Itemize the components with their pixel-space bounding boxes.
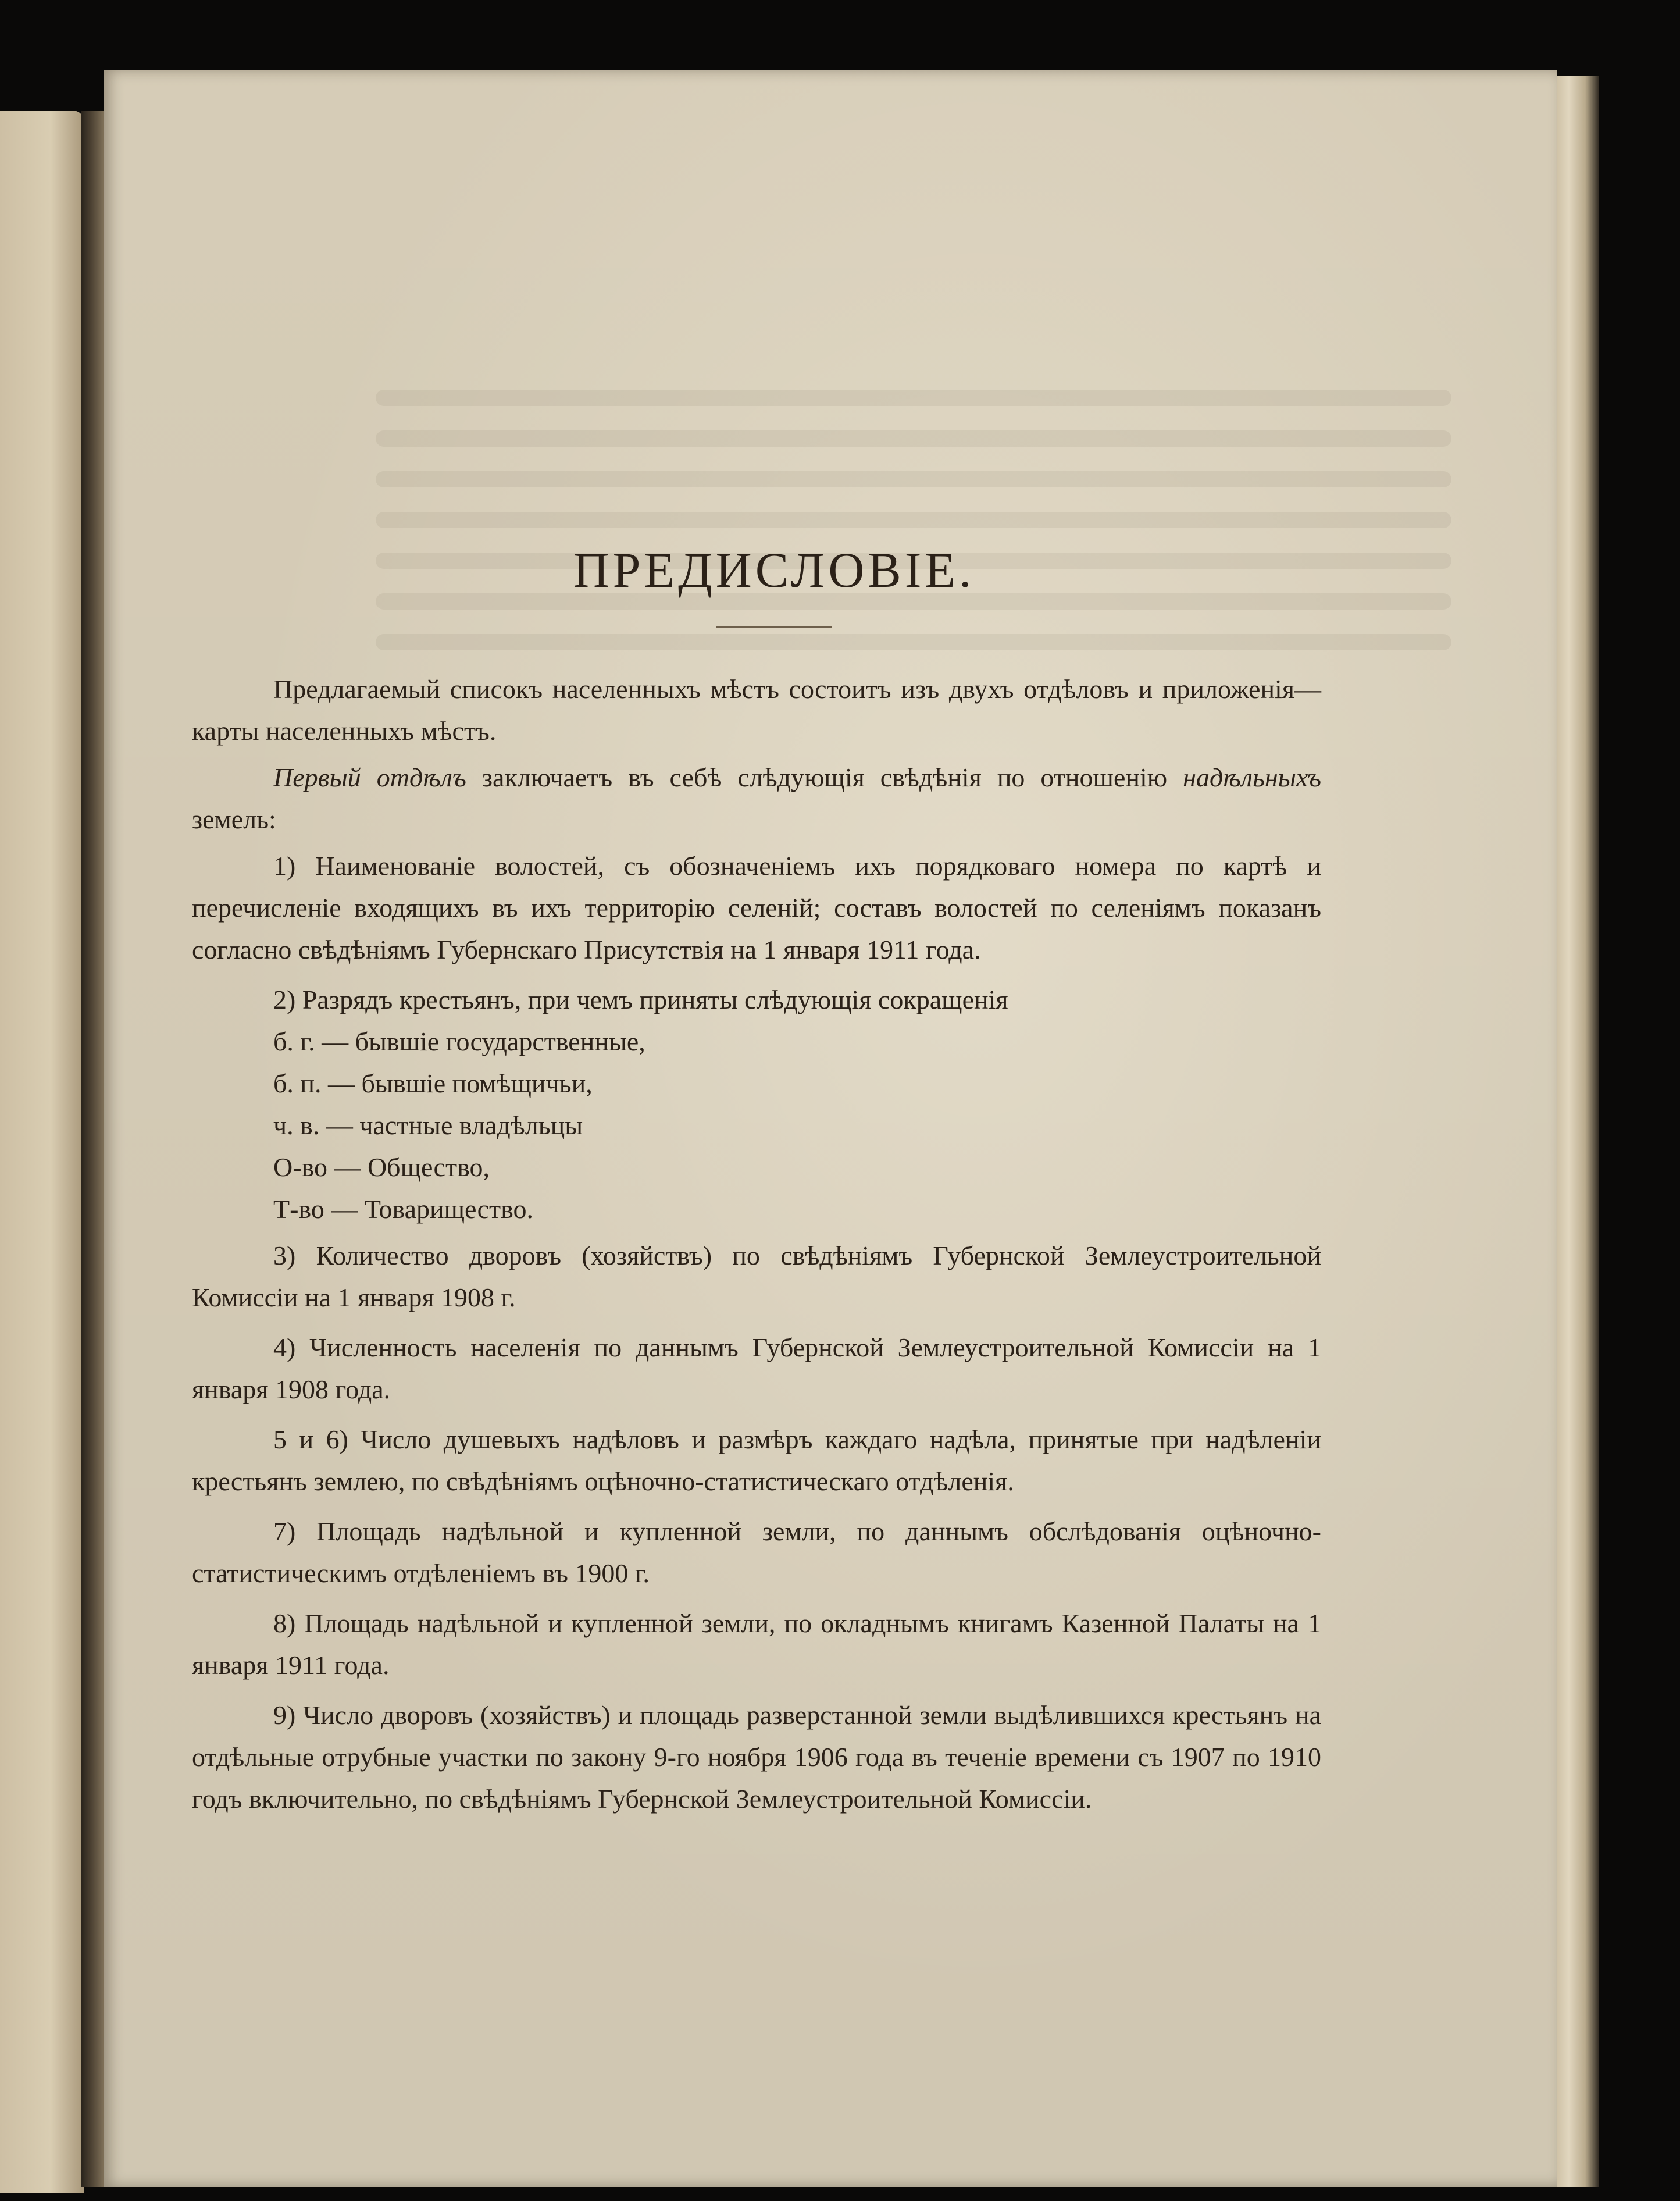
list-item: 5 и 6) Число душевыхъ надѣловъ и размѣръ каждаго надѣла, принятые при надѣленіи крестьянъ землею, по свѣдѣніямъ оцѣночно-статистическаго отдѣленія. bbox=[192, 1424, 1321, 1496]
abbreviation-line: б. п. — бывшіе помѣщичьи, bbox=[273, 1069, 593, 1098]
show-through-line bbox=[376, 390, 1451, 406]
intro-paragraph: Предлагаемый списокъ населенныхъ мѣстъ состоитъ изъ двухъ отдѣловъ и приложенія—карты населенныхъ мѣстъ. bbox=[192, 674, 1321, 746]
list-item: 7) Площадь надѣльной и купленной земли, по даннымъ обслѣдованія оцѣночно-статистическимъ отдѣленіемъ въ 1900 г. bbox=[192, 1516, 1321, 1588]
show-through-line bbox=[376, 430, 1451, 447]
title-divider bbox=[716, 626, 832, 628]
list-item: 1) Наименованіе волостей, съ обозначеніемъ ихъ порядковаго номера по картѣ и перечисленіе входящихъ въ ихъ территорію селеній; составъ волостей по селеніямъ показанъ согласно свѣдѣніямъ Губернскаго Присутствія на 1 января 1911 года. bbox=[192, 851, 1321, 964]
show-through-line bbox=[376, 512, 1451, 528]
page-content bbox=[192, 541, 1321, 1828]
list-item: 4) Численность населенія по даннымъ Губернской Землеустроительной Комиссіи на 1 января 1908 года. bbox=[192, 1333, 1321, 1404]
first-section-label: Первый отдѣлъ bbox=[273, 763, 466, 792]
list-item: 2) Разрядъ крестьянъ, при чемъ приняты слѣдующія сокращенія bbox=[273, 985, 1008, 1014]
page-title: ПРЕДИСЛОВІЕ. bbox=[573, 542, 975, 598]
first-section-paragraph bbox=[192, 757, 1321, 840]
first-section-text: заключаетъ въ себѣ слѣдующія свѣдѣнія по отношенію bbox=[481, 763, 1168, 792]
abbreviation-line: ч. в. — частные владѣльцы bbox=[273, 1110, 583, 1140]
abbreviation-line: Т-во — Товарищество. bbox=[273, 1194, 534, 1224]
abbreviation-line: б. г. — бывшіе государственные, bbox=[273, 1027, 645, 1056]
list-item: 9) Число дворовъ (хозяйствъ) и площадь разверстанной земли выдѣлившихся крестьянъ на отдѣльные отрубные участки по закону 9-го ноября 1906 года въ теченіе времени съ 1907 по 1910 годъ включительно, по свѣдѣніямъ Губернской Землеустроительной Комиссіи. bbox=[192, 1700, 1321, 1814]
list-item: 8) Площадь надѣльной и купленной земли, по окладнымъ книгамъ Казенной Палаты на 1 января 1911 года. bbox=[192, 1608, 1321, 1680]
show-through-line bbox=[376, 471, 1451, 487]
page-stack-edge bbox=[1553, 76, 1599, 2187]
abbreviation-line: О-во — Общество, bbox=[273, 1152, 490, 1182]
first-section-emphasis: надѣльныхъ bbox=[1183, 763, 1322, 792]
first-section-text-end: земель: bbox=[192, 804, 276, 834]
list-item: 3) Количество дворовъ (хозяйствъ) по свѣдѣніямъ Губернской Землеустроительной Комиссіи на 1 января 1908 г. bbox=[192, 1241, 1321, 1312]
left-page-edge bbox=[0, 111, 84, 2193]
